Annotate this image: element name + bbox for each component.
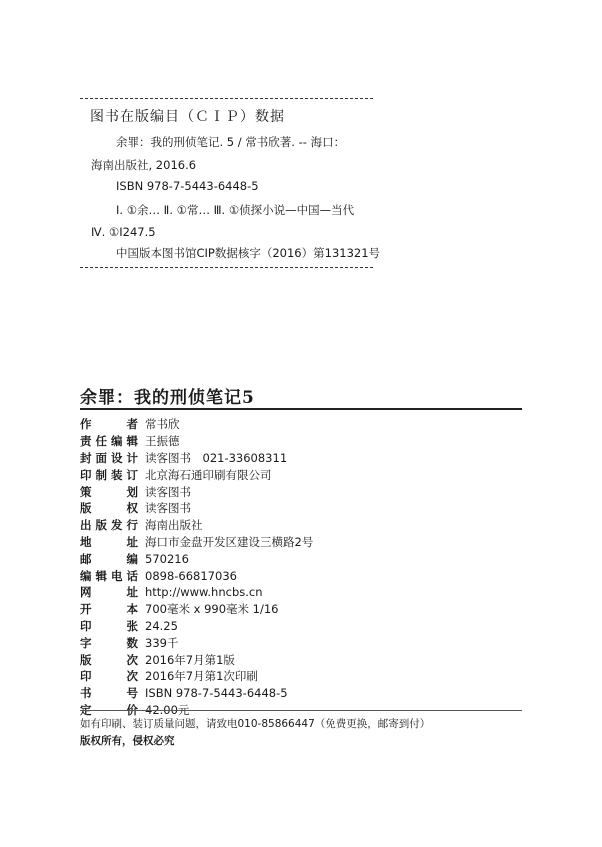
- info-row: [80, 634, 520, 651]
- info-row: [80, 550, 520, 567]
- info-key: 版 次: [80, 652, 138, 667]
- info-value: 读客图书: [145, 484, 191, 499]
- info-key: 开 本: [80, 602, 138, 617]
- cip-line-2: 海南出版社, 2016.6: [91, 158, 197, 172]
- info-row: [80, 466, 520, 483]
- copyright-notice: 版权所有，侵权必究: [80, 735, 175, 747]
- info-key: 版 权: [80, 501, 138, 516]
- info-value: 700毫米 x 990毫米 1/16: [145, 602, 279, 617]
- cip-line-3: ISBN 978-7-5443-6448-5: [116, 179, 259, 193]
- info-value: 42.00元: [145, 702, 190, 717]
- info-key: 网 址: [80, 585, 138, 600]
- info-key: 封面设计: [80, 450, 138, 465]
- info-value: http://www.hncbs.cn: [145, 585, 263, 600]
- info-row: [80, 534, 520, 551]
- cip-bottom-divider: [80, 267, 373, 268]
- info-row: [80, 433, 520, 450]
- info-bottom-rule: [80, 710, 522, 711]
- info-value: ISBN 978-7-5443-6448-5: [145, 686, 288, 701]
- info-row: [80, 450, 520, 467]
- info-value: 北京海石通印刷有限公司: [145, 467, 272, 482]
- info-key: 印 张: [80, 618, 138, 633]
- info-value: 339千: [145, 635, 179, 650]
- cip-top-divider: [80, 98, 373, 99]
- info-value: 2016年7月第1次印刷: [145, 669, 258, 684]
- info-value: 王振德: [145, 434, 180, 449]
- info-key: 责任编辑: [80, 434, 138, 449]
- cip-line-4: Ⅰ. ①余… Ⅱ. ①常… Ⅲ. ①侦探小说—中国—当代: [116, 203, 355, 217]
- info-row: [80, 517, 520, 534]
- info-key: 邮 编: [80, 551, 138, 566]
- info-key: 书 号: [80, 686, 138, 701]
- info-value: 读客图书 021-33608311: [145, 450, 288, 465]
- info-row: [80, 567, 520, 584]
- info-row: [80, 685, 520, 702]
- info-value: 读客图书: [145, 501, 191, 516]
- info-key: 印 次: [80, 669, 138, 684]
- title-rule: [80, 408, 522, 410]
- info-key: 作 者: [80, 417, 138, 432]
- info-value: 0898-66817036: [145, 568, 237, 583]
- info-row: [80, 668, 520, 685]
- info-row: [80, 416, 520, 433]
- info-row: [80, 483, 520, 500]
- info-value: 海口市金盘开发区建设三横路2号: [145, 534, 314, 549]
- info-key: 编辑电话: [80, 568, 138, 583]
- cip-line-5: Ⅳ. ①I247.5: [91, 225, 156, 239]
- info-value: 海南出版社: [145, 518, 203, 533]
- book-title: 余罪：我的刑侦笔记5: [80, 388, 255, 408]
- info-key: 定 价: [80, 702, 138, 717]
- info-key: 策 划: [80, 484, 138, 499]
- info-row: [80, 584, 520, 601]
- info-row: [80, 618, 520, 635]
- info-row: [80, 651, 520, 668]
- info-value: 24.25: [145, 618, 178, 633]
- cip-line-1: 余罪：我的刑侦笔记. 5 / 常书欣著. -- 海口：: [116, 135, 346, 149]
- info-value: 570216: [145, 551, 189, 566]
- quality-notice: 如有印刷、装订质量问题，请致电010-85866447（免费更换，邮寄到付）: [80, 718, 431, 730]
- info-key: 印制装订: [80, 467, 138, 482]
- info-key: 字 数: [80, 635, 138, 650]
- info-value: 常书欣: [145, 417, 180, 432]
- publication-info: [80, 416, 520, 718]
- cip-line-6: 中国版本图书馆CIP数据核字（2016）第131321号: [116, 246, 381, 260]
- info-row: [80, 500, 520, 517]
- info-value: 2016年7月第1版: [145, 652, 235, 667]
- info-row: [80, 601, 520, 618]
- cip-title: 图书在版编目（ＣＩＰ）数据: [90, 109, 285, 125]
- info-key: 出版发行: [80, 518, 138, 533]
- info-key: 地 址: [80, 534, 138, 549]
